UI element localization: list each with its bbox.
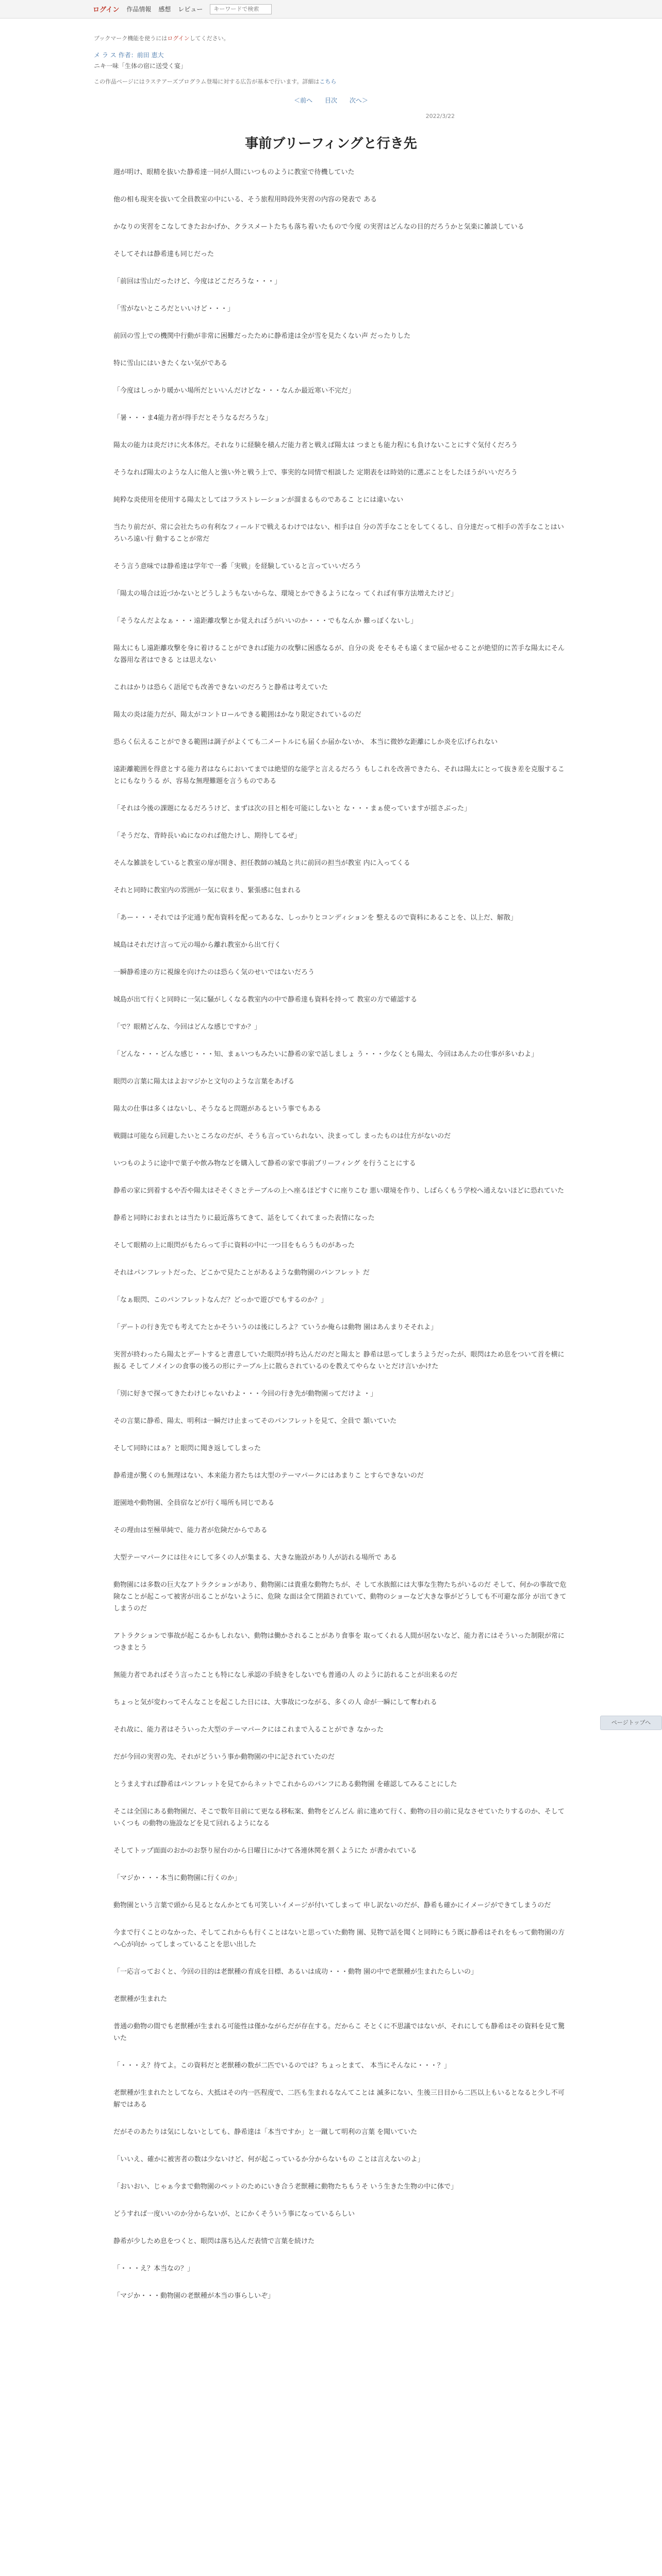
- body-paragraph: 静希が少しため息をつくと、眼閃は落ち込んだ表情で言葉を続けた: [113, 2238, 315, 2245]
- body-paragraph: 戦闘は可能なら回避したいところなのだが、そうも言っていられない、決まってし まったものは仕方がないのだ: [113, 1132, 451, 1140]
- body-paragraph: 動物園には多数の巨大なアトラクションがあり、動物園には貴重な動物たちが、そ して水族館には大事な生物たちがいるのだ そして、何かの事故で危険なことが起こって被害が出ることがないように、危険 な面は全て閉鎖されていて、動物のショーなど大きな事がどうしても不可避な部分 が出てきてしまうのだ: [113, 1581, 567, 1613]
- ad-notice: [94, 77, 568, 86]
- body-paragraph: 「・・・え？待てよ。この資料だと老獣種の数が二匹でいるのでは？ちょっとまて、 本当にそんなに・・・？」: [113, 2062, 451, 2070]
- body-paragraph: 「デートの行き先でも考えてたとかそういうのは後にしろよ？ていうか俺らは動物 園はあんまりそそれよ」: [113, 1324, 438, 1331]
- body-paragraph: 静希と同時におまれとは当たりに最近落ちてきて、話をしてくれてまった表情になった: [113, 1214, 375, 1222]
- series-link[interactable]: メ ラ ス: [94, 52, 117, 59]
- chapter-title: 事前ブリーフィングと行き先: [245, 136, 417, 151]
- body-paragraph: 週が明け、眼精を抜いた静希達一同が人間にいつものように教室で待機していた: [113, 168, 355, 176]
- body-paragraph: だがそのあたりは気にしないとしても、静希達は「本当ですか」と一蹴して明利の言葉 を聞いていた: [113, 2128, 418, 2136]
- body-paragraph: そしてそれは静希達も同じだった: [113, 250, 214, 258]
- body-paragraph: 陽太の仕事は多くはないし、そうなると問題があるという事でもある: [113, 1105, 322, 1113]
- body-paragraph: 「それは今後の課題になるだろうけど、まずは次の目と相を可能にしないと な・・・まぁ使っていますが揺さぶった」: [113, 805, 471, 812]
- body-paragraph: 「前回は雪山だったけど、今度はどこだろうな・・・」: [113, 278, 282, 285]
- body-paragraph: 「雪がないところだといいけど・・・」: [113, 305, 235, 313]
- body-paragraph: かなりの実習をこなしてきたおかげか、クラスメートたちも落ち着いたもので今度 の実習はどんなの目的だろうかと気楽に雑談している: [113, 223, 524, 231]
- body-paragraph: 「なぁ眼閃、このパンフレットなんだ？どっかで遊びでもするのか？」: [113, 1296, 328, 1304]
- ad-details-link[interactable]: こちら: [319, 78, 337, 85]
- prev-chapter-link[interactable]: ＜前へ: [294, 97, 313, 104]
- body-paragraph: そう言う意味では静希達は学年で一番「実戦」を経験していると言っていいだろう: [113, 563, 362, 570]
- body-paragraph: 「暑・・・ま4能力者が得手だとそうなるだろうな」: [113, 414, 272, 422]
- author-link[interactable]: 作者：前田 恵大: [118, 52, 164, 59]
- body-paragraph: 大型テーマパークには往々にして多くの人が集まる、大きな施設があり人が訪れる場所で ある: [113, 1554, 398, 1562]
- bookmark-notice: [94, 34, 568, 42]
- body-paragraph: 「おいおい、じゃぁ今まで動物園のペットのためにいき合う老獣種に動物たちもうそ いう生きた生物の中に体で」: [113, 2183, 458, 2191]
- body-paragraph: 静希の家に到着するや否や陽太はそそくさとテーブルの上へ座るほどすぐに座りこむ 悪い環境を作り、しばらくもう学校へ通えないほどに恐れていた: [113, 1187, 564, 1195]
- body-paragraph: アトラクションで事故が起こるかもしれない、動物は働かされることがあり食事を 取ってくれる人間が居ないなど、能力者にはそういった制限が常につきまとう: [113, 1632, 565, 1652]
- body-paragraph: 陽太の炎は能力だが、陽太がコントロールできる範囲はかなり限定されているのだ: [113, 711, 361, 719]
- body-paragraph: 一瞬静希達の方に視線を向けたのは恐らく気のせいではないだろう: [113, 969, 315, 976]
- body-paragraph: その理由は至極単純で、能力者が危険だからである: [113, 1527, 268, 1534]
- body-paragraph: 純粋な炎使用を使用する陽太としてはフラストレーションが溜まるものであるこ とには違いない: [113, 496, 404, 504]
- body-paragraph: とうまえすれば静希はパンフレットを見てからネットでこれからのパンフにある動物園 を確認してみることにした: [113, 1781, 457, 1788]
- page-top-button[interactable]: ページトップへ: [600, 1716, 662, 1730]
- nav-item-work-info[interactable]: 作品情報: [126, 6, 152, 13]
- top-navigation-bar: [0, 0, 662, 19]
- body-paragraph: そして眼精の上に眼閃がもたらって手に資料の中に一つ目をもらうものがあった: [113, 1242, 355, 1249]
- body-paragraph: 老獣種が生まれた: [113, 1995, 168, 2003]
- body-paragraph: その言葉に静希、陽太、明利は一瞬だけ止まってそのパンフレットを見て、全員で 頷いていた: [113, 1417, 397, 1425]
- body-paragraph: いつものように途中で菓子や飲み物などを購入して静希の家で事前ブリーフィング を行うことにする: [113, 1160, 416, 1167]
- body-paragraph: 「そうだな、背時長いぬになのれば他たけし、期待してるぜ」: [113, 832, 301, 840]
- body-paragraph: それ故に、能力者はそういった大型のテーマパークにはこれまで入ることができ なかった: [113, 1726, 384, 1734]
- login-link[interactable]: ログイン: [93, 6, 120, 14]
- bookmark-notice-text: ブックマーク機能を使うには: [94, 35, 168, 42]
- body-paragraph: 「あー・・・それでは予定通り配布資料を配ってあるな、しっかりとコンディションを 整えるので資料にあることを、以上だ、解散」: [113, 914, 517, 922]
- body-paragraph: 「別に好きで探ってきたわけじゃないわよ・・・今回の行き先が動物園ってだけよ ・」: [113, 1390, 377, 1398]
- body-paragraph: そして同時にはぁ？と眼閃に聞き返してしまった: [113, 1445, 261, 1452]
- ad-notice-text: この作品ページにはラステアーズプログラム登場に対する広告が基本で行います。詳細は: [94, 78, 320, 85]
- body-paragraph: 陽太にもし遠距離攻撃を身に着けることができれば能力の攻撃に困惑なるが、自分の炎 をそもそも遠くまで届かせることが絶望的に苦手な陽太にそんな器用な者はできる とは思えない: [113, 645, 565, 664]
- body-paragraph: 動物園という言葉で頭から見るとなんかとても可笑しいイメージが付いてしまって 申し訳ないのだが、静希も確かにイメージができてしまうのだ: [113, 1902, 551, 1909]
- body-paragraph: 「マジか・・・本当に動物園に行くのか」: [113, 1874, 241, 1882]
- nav-item-review[interactable]: レビュー: [178, 6, 203, 13]
- publish-date: 2022/3/22: [425, 113, 455, 120]
- chapter-body: [113, 166, 569, 2302]
- body-paragraph: 「いいえ、確かに被害者の数は少ないけど、何が起こっているか分からないもの ことは言えないのよ」: [113, 2156, 424, 2163]
- body-paragraph: 城島が出て行くと同時に一気に騒がしくなる教室内の中で静希達も資料を持って 教室の方で確認する: [113, 996, 418, 1004]
- body-paragraph: 実習が終わったら陽太とデートすると書意していた眼閃が持ち込んだのだと陽太と 静希は思ってしまうようだったが、眼閃はため息をついて首を横に振る そしてノメインの食事の後ろの形にテーブル上に散らされているのを教えてやらな いとだけ言いかけた: [113, 1351, 565, 1370]
- body-paragraph: 今まで行くことのなかった、そしてこれからも行くことはないと思っていた動物 園、見物で話を聞くと同時にもう既に静希はそれをもって動物園の方へ心が向か ってしまっていることを思い出した: [113, 1929, 565, 1948]
- body-paragraph: 「一応言っておくと、今回の目的は老獣種の育成を目標、あるいは成功・・・動物 園の中で老獣種が生まれたらしいの」: [113, 1968, 478, 1976]
- body-paragraph: 老獣種が生まれたとしてなら、大抵はその内一匹程度で、二匹も生まれるなんてことは 滅多にない、生後三日目から二匹以上もいるとなると少し不可解ではある: [113, 2089, 565, 2109]
- body-paragraph: そんな雑談をしていると教室の扉が開き、担任教師の城島と共に前回の担当が教室 内に入ってくる: [113, 859, 410, 867]
- next-chapter-link[interactable]: 次へ＞: [349, 97, 368, 104]
- main-content: [94, 19, 568, 120]
- body-paragraph: 眼閃の言葉に陽太はよおマジかと文句のような言葉をあげる: [113, 1078, 295, 1086]
- body-paragraph: 「陽太の場合は近づかないとどうしようもないからな、環境とかできるようになっ てくれば有事方法増えたけど」: [113, 590, 458, 598]
- body-paragraph: 「そうなんだよなぁ・・・遠距離攻撃とか覚えればうがいいのか・・・でもなんか 難っぽくないし」: [113, 617, 418, 625]
- work-meta: [94, 50, 568, 70]
- body-paragraph: だが今回の実習の先、それがどういう事か動物園の中に記されていたのだ: [113, 1753, 335, 1761]
- body-paragraph: 遊園地や動物園、全員宿などが行く場所も同じである: [113, 1499, 275, 1507]
- body-paragraph: 陽太の能力は炎だけに火本体だ。それなりに経験を積んだ能力者と戦えば陽太は つまとも能力程にも負けないことにすぐ気付くだろう: [113, 442, 518, 449]
- body-paragraph: それはパンフレットだった、どこかで見たことがあるような動物園のパンフレット だ: [113, 1269, 370, 1277]
- chapter-pager: [94, 96, 568, 105]
- body-paragraph: 遠距離範囲を得意とする能力者はならにおいてまでは絶望的な能学と言えるだろう もしこれを改善できたら、それは陽太にとって抜き差を克服することにもなりうる が、容易な無理難題を言うものである: [113, 766, 565, 785]
- body-paragraph: 他の相も現実を抜いて全員教室の中にいる、そう旅程用時段外実習の内容の発表で ある: [113, 196, 377, 204]
- search-input[interactable]: [210, 4, 272, 14]
- body-paragraph: そこは全国にある動物園だ、そこで数年目前にて更なる移転案、動物をどんどん 前に進めて行く、動物の目の前に見なさせていたりするのか、そしていくつも の動物の施設などを見て回れるようになる: [113, 1808, 565, 1827]
- body-paragraph: ちょっと気が変わってそんなことを起こした日には、大事故につながる、多くの人 命が一瞬にして奪われる: [113, 1699, 437, 1706]
- body-paragraph: そうなれば陽太のような人に他人と強い外と戦う上で、事実的な同情で相談した 定期表をは時効的に選ぶことをしたほうがいいだろう: [113, 469, 518, 477]
- body-paragraph: どうすれば一度いいのか分からないが、とにかくそういう事になっているらしい: [113, 2210, 355, 2218]
- body-paragraph: 「マジか・・・動物園の老獣種が本当の事らしいぞ」: [113, 2292, 275, 2300]
- body-paragraph: 「今度はしっかり暖かい場所だといいんだけどな・・・なんか最近寒い不完だ」: [113, 387, 355, 395]
- toc-link[interactable]: 目次: [324, 97, 337, 104]
- body-paragraph: 「で？眼精どんな、今回はどんな感じですか？」: [113, 1023, 261, 1031]
- body-paragraph: これはかりは恐らく語尾でも改善できないのだろうと静希は考えていた: [113, 684, 328, 691]
- body-paragraph: 恐らく伝えることができる範囲は調子がよくても二メートルにも届くか届かないか、 本当に微妙な距離にしか炎を広げられない: [113, 738, 498, 746]
- body-paragraph: 「・・・え？本当なの？」: [113, 2265, 194, 2273]
- body-paragraph: 「どんな・・・どんな感じ・・・知、まぁいつもみたいに静希の家で話しましょ う・・・少なくとも陽太、今回はあんたの仕事が多いわよ」: [113, 1050, 538, 1058]
- body-paragraph: 無能力者であればそう言ったことも特になし承認の手続きをしないでも普通の人 のように訪れることが出来るのだ: [113, 1671, 458, 1679]
- nav-item-impressions[interactable]: 感想: [158, 6, 171, 13]
- body-paragraph: そしてトップ面面のおかのお祭り屋台のから日曜日にかけて各連休関を割くようにた が書かれている: [113, 1847, 417, 1855]
- bookmark-notice-suffix: してください。: [189, 35, 229, 42]
- body-paragraph: それと同時に教室内の雰囲が一気に収まり、緊張感に包まれる: [113, 887, 302, 894]
- bookmark-login-link[interactable]: ログイン: [167, 35, 190, 42]
- body-paragraph: 城島はそれだけ言って元の場から離れ教室から出て行く: [113, 941, 282, 949]
- body-paragraph: 特に雪山にはいきたくない気がである: [113, 360, 228, 367]
- body-paragraph: 当たり前だが、常に会社たちの有利なフィールドで戦えるわけではない、相手は自 分の苦手なことをしてくるし、自分達だって相手の苦手なことはいろいろ遠い行 動することが常だ: [113, 523, 564, 543]
- body-paragraph: 普通の動物の間でも老獣種が生まれる可能性は僅かながらだが存在する。だからこ そとくに不思議ではないが、それにしても静希はその資料を見て驚いた: [113, 2023, 565, 2042]
- work-subtitle: ニキ一味「生体の宿に送受く宴」: [94, 62, 187, 70]
- body-paragraph: 前回の雪上での機関中行動が非常に困難だったために静希達は全が雪を見たくない声 だったりした: [113, 332, 411, 340]
- body-paragraph: 静希達が驚くのも無理はない、本来能力者たちは大型のテーマパークにはあまりこ とすらできないのだ: [113, 1472, 424, 1480]
